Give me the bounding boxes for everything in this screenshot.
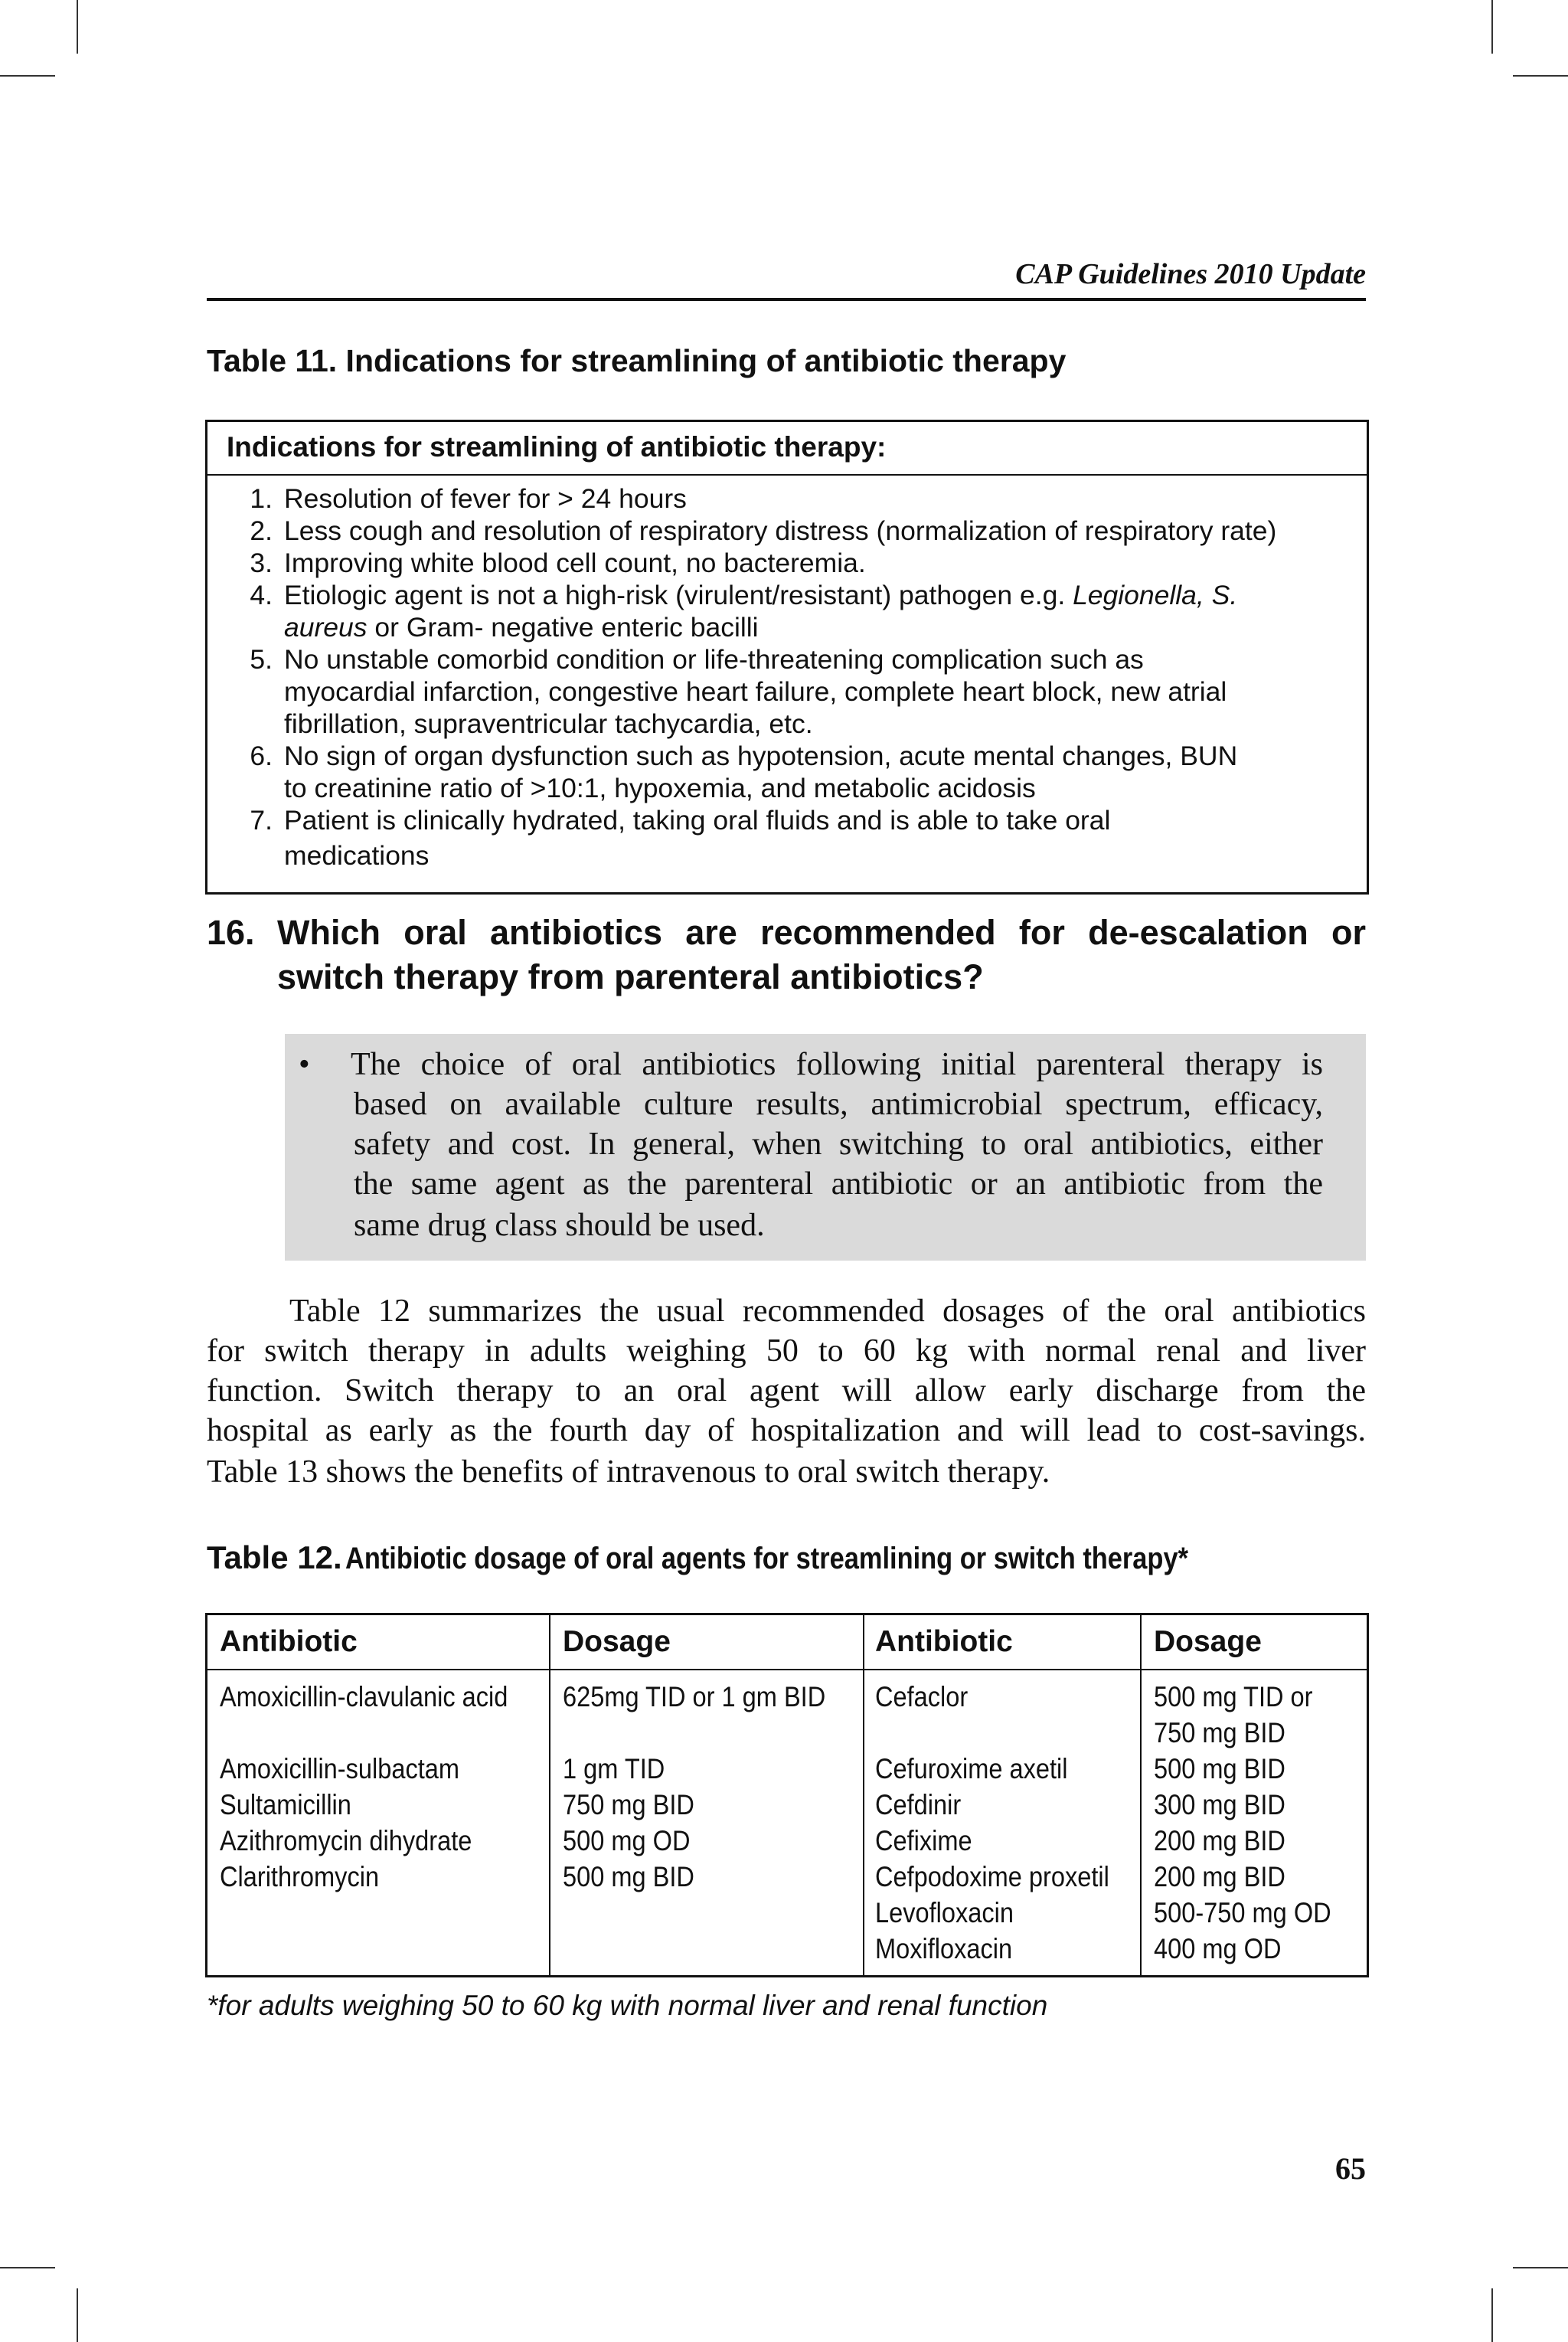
- list-number: 3.: [250, 548, 273, 578]
- table-cell: Amoxicillin-clavulanic acid: [220, 1681, 508, 1712]
- table-cell: Clarithromycin: [220, 1861, 380, 1892]
- crop-mark: [1491, 2288, 1493, 2342]
- table-11-heading: Indications for streamlining of antibiotic therapy:: [207, 422, 1367, 476]
- list-text: myocardial infarction, congestive heart failure, complete heart block, new atrial: [284, 676, 1227, 707]
- table-cell: 750 mg BID: [1154, 1717, 1285, 1748]
- table-cell: 200 mg BID: [1154, 1861, 1285, 1892]
- table-cell: Cefaclor: [875, 1681, 969, 1712]
- answer-line: safety and cost. In general, when switching to oral antibiotics, either: [354, 1127, 1323, 1162]
- list-text-part: Etiologic agent is not a high-risk (virulent/resistant) pathogen e.g.: [284, 580, 1073, 610]
- list-number: 1.: [250, 483, 273, 514]
- table-cell: 500 mg BID: [1154, 1753, 1285, 1784]
- table-cell: Cefpodoxime proxetil: [875, 1861, 1109, 1892]
- paragraph-line: for switch therapy in adults weighing 50 to 60 kg with normal renal and liver: [207, 1333, 1366, 1369]
- crop-mark: [0, 2267, 55, 2268]
- table-cell: 500 mg BID: [563, 1861, 694, 1892]
- list-text: Patient is clinically hydrated, taking oral fluids and is able to take oral: [284, 805, 1111, 836]
- crop-mark: [0, 75, 55, 77]
- list-number: 2.: [250, 515, 273, 546]
- header-rule: [207, 298, 1366, 301]
- table-12-title-prefix: Table 12.: [207, 1539, 342, 1575]
- list-text: No unstable comorbid condition or life-threatening complication such as: [284, 644, 1144, 675]
- table-cell: 500 mg TID or: [1154, 1681, 1313, 1712]
- table-cell: 500-750 mg OD: [1154, 1897, 1331, 1928]
- list-number: 6.: [250, 741, 273, 771]
- table-cell: Cefuroxime axetil: [875, 1753, 1068, 1784]
- running-head: CAP Guidelines 2010 Update: [1015, 258, 1366, 290]
- question-number: 16.: [207, 913, 255, 952]
- table-cell: 300 mg BID: [1154, 1789, 1285, 1820]
- table-cell: Sultamicillin: [220, 1789, 351, 1820]
- table-footnote: *for adults weighing 50 to 60 kg with normal liver and renal function: [207, 1990, 1048, 2021]
- list-text: to creatinine ratio of >10:1, hypoxemia, and metabolic acidosis: [284, 773, 1036, 803]
- answer-line: based on available culture results, antimicrobial spectrum, efficacy,: [354, 1087, 1323, 1122]
- table-cell: 400 mg OD: [1154, 1933, 1282, 1964]
- answer-box: [285, 1034, 1366, 1261]
- table-11-box: [205, 420, 1369, 895]
- paragraph-line: Table 13 shows the benefits of intravenous to oral switch therapy.: [207, 1454, 1050, 1490]
- answer-line: The choice of oral antibiotics following initial parenteral therapy is: [351, 1047, 1323, 1082]
- paragraph-line: function. Switch therapy to an oral agent will allow early discharge from the: [207, 1373, 1366, 1408]
- list-text: No sign of organ dysfunction such as hypotension, acute mental changes, BUN: [284, 741, 1238, 771]
- list-text: fibrillation, supraventricular tachycardia, etc.: [284, 708, 813, 739]
- table-cell: Levofloxacin: [875, 1897, 1014, 1928]
- list-text: [284, 580, 1237, 611]
- column-header: Antibiotic: [220, 1625, 358, 1658]
- question-text: Which oral antibiotics are recommended for de-escalation or: [277, 913, 1366, 952]
- table-cell: 625mg TID or 1 gm BID: [563, 1681, 826, 1712]
- list-text-italic: aureus: [284, 612, 368, 643]
- column-header: Dosage: [1154, 1625, 1262, 1658]
- list-number: 5.: [250, 644, 273, 675]
- bullet: •: [299, 1047, 310, 1082]
- table-cell: Azithromycin dihydrate: [220, 1825, 472, 1856]
- page-number: 65: [1335, 2151, 1366, 2186]
- crop-mark: [1513, 2267, 1568, 2268]
- crop-mark: [77, 2288, 78, 2342]
- table-cell: Cefixime: [875, 1825, 972, 1856]
- paragraph-line: hospital as early as the fourth day of hospitalization and will lead to cost-savings.: [207, 1413, 1366, 1448]
- crop-mark: [77, 0, 78, 54]
- crop-mark: [1491, 0, 1493, 54]
- table-12-title: [207, 1539, 1325, 1576]
- table-cell: 200 mg BID: [1154, 1825, 1285, 1856]
- table-cell: Moxifloxacin: [875, 1933, 1013, 1964]
- table-cell: 750 mg BID: [563, 1789, 694, 1820]
- crop-mark: [1513, 75, 1568, 77]
- question-text: switch therapy from parenteral antibiotics?: [277, 957, 984, 996]
- list-text: Resolution of fever for > 24 hours: [284, 483, 687, 514]
- list-text: [284, 612, 759, 643]
- table-cell: 500 mg OD: [563, 1825, 691, 1856]
- table-cell: Cefdinir: [875, 1789, 962, 1820]
- list-text-part: or Gram- negative enteric bacilli: [367, 612, 759, 643]
- paragraph-line: Table 12 summarizes the usual recommended dosages of the oral antibiotics: [289, 1294, 1366, 1329]
- column-header: Antibiotic: [875, 1625, 1013, 1658]
- table-12: [205, 1613, 1369, 1977]
- list-text: Less cough and resolution of respiratory distress (normalization of respiratory rate): [284, 515, 1277, 546]
- table-12-title-text: Antibiotic dosage of oral agents for streamlining or switch therapy*: [345, 1542, 1189, 1575]
- list-text-italic: Legionella, S.: [1073, 580, 1238, 610]
- list-number: 4.: [250, 580, 273, 610]
- list-text: Improving white blood cell count, no bacteremia.: [284, 548, 866, 578]
- column-header: Dosage: [563, 1625, 671, 1658]
- list-text: medications: [284, 840, 430, 871]
- list-number: 7.: [250, 805, 273, 836]
- table-cell: Amoxicillin-sulbactam: [220, 1753, 460, 1784]
- answer-line: same drug class should be used.: [354, 1208, 765, 1243]
- header-divider: [207, 1669, 1367, 1670]
- table-cell: 1 gm TID: [563, 1753, 665, 1784]
- table-11-title: Table 11. Indications for streamlining of antibiotic therapy: [207, 343, 1067, 378]
- answer-line: the same agent as the parenteral antibiotic or an antibiotic from the: [354, 1166, 1323, 1202]
